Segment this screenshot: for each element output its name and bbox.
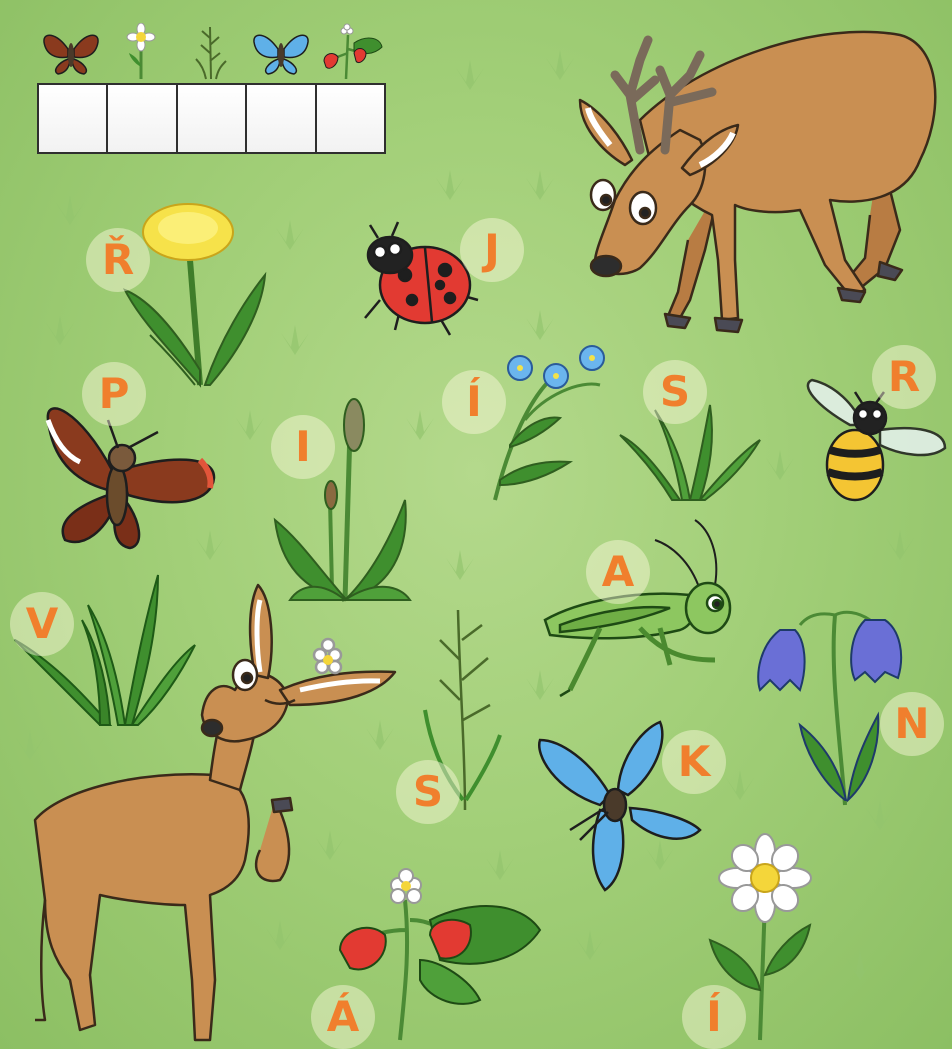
doe-hair-flower <box>314 639 341 673</box>
red-admiral-butterfly <box>48 408 214 548</box>
meadow-grass-icon <box>178 22 244 82</box>
letter-tile-ladybug[interactable]: J <box>460 218 524 282</box>
red-admiral-butterfly-icon <box>38 22 104 82</box>
letter-tile-forget-me-not[interactable]: Í <box>442 370 506 434</box>
dandelion <box>125 204 265 385</box>
wild-strawberry-icon <box>318 22 384 82</box>
answer-cell[interactable] <box>317 85 384 152</box>
letter-tile-meadow-grass[interactable]: S <box>396 760 460 824</box>
letter-tile-blue-butterfly[interactable]: K <box>662 730 726 794</box>
doe <box>35 585 395 1040</box>
letter-tile-grass-tuft[interactable]: S <box>643 360 707 424</box>
letter-tile-bumblebee[interactable]: R <box>872 345 936 409</box>
hint-picture-row <box>38 22 386 82</box>
answer-cell[interactable] <box>108 85 177 152</box>
letter-tile-grasshopper[interactable]: A <box>586 540 650 604</box>
forget-me-not <box>495 346 604 500</box>
letter-tile-tall-grass[interactable]: V <box>10 592 74 656</box>
letter-tile-admiral[interactable]: P <box>82 362 146 426</box>
roe-buck <box>580 32 935 332</box>
daisy-icon <box>108 22 174 82</box>
answer-cell[interactable] <box>39 85 108 152</box>
letter-tile-dandelion[interactable]: Ř <box>86 228 150 292</box>
answer-cell[interactable] <box>247 85 316 152</box>
letter-tile-bellflower[interactable]: N <box>880 692 944 756</box>
answer-grid <box>37 83 386 154</box>
answer-cell[interactable] <box>178 85 247 152</box>
blue-butterfly-icon <box>248 22 314 82</box>
letter-tile-strawberry[interactable]: Á <box>311 985 375 1049</box>
bellflower <box>758 612 901 805</box>
letter-tile-plantain[interactable]: I <box>271 415 335 479</box>
letter-tile-daisy[interactable]: Í <box>682 985 746 1049</box>
